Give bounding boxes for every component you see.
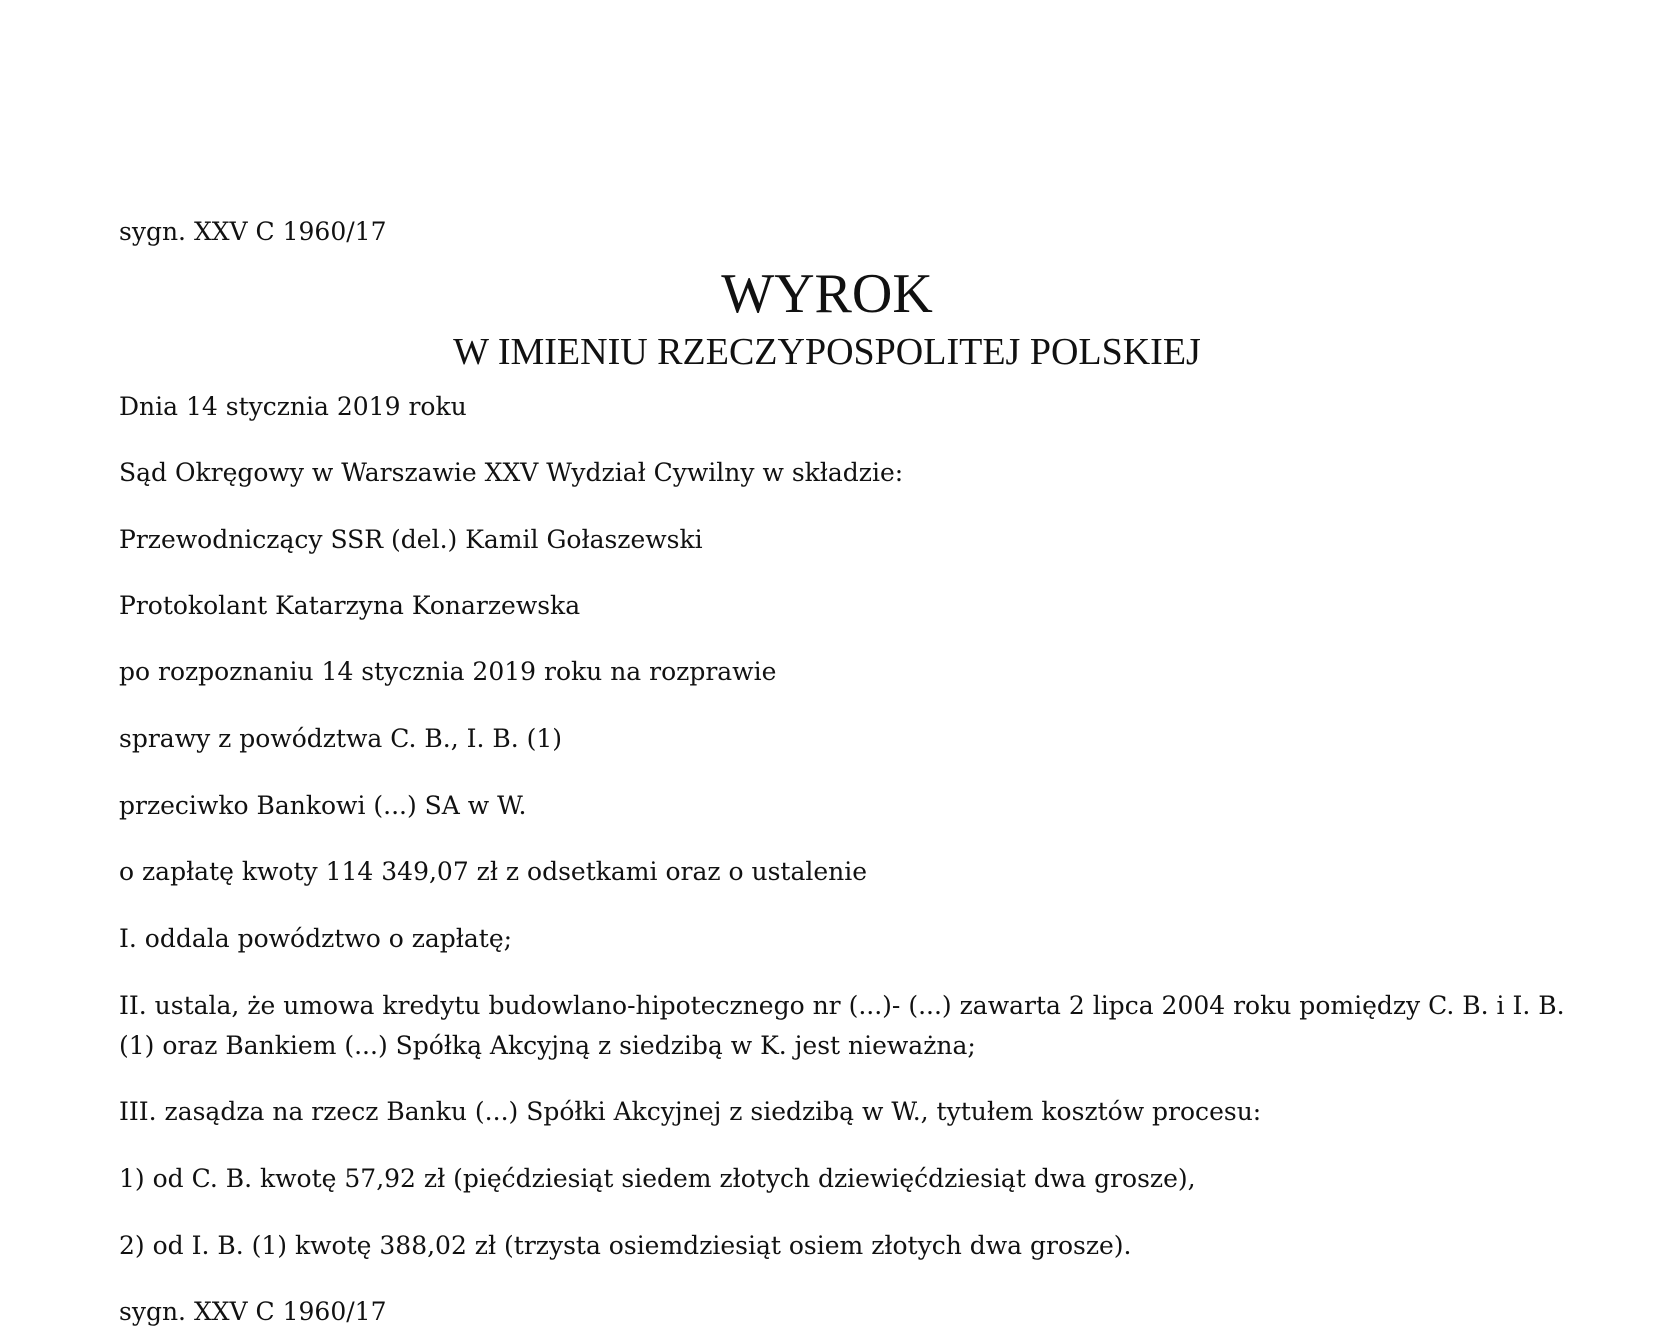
judgment-point-i: I. oddala powództwo o zapłatę; xyxy=(119,924,513,953)
cost-order-two: 2) od I. B. (1) kwotę 388,02 zł (trzysta osiemdziesiąt osiem złotych dwa grosze). xyxy=(119,1231,1132,1260)
case-signature-top: sygn. XXV C 1960/17 xyxy=(119,217,387,246)
defendant-line: przeciwko Bankowi (...) SA w W. xyxy=(119,791,527,820)
judgment-point-iii: III. zasądza na rzecz Banku (...) Spółki Akcyjnej z siedzibą w W., tytułem kosztów procesu: xyxy=(119,1097,1262,1126)
judgment-date: Dnia 14 stycznia 2019 roku xyxy=(119,392,467,421)
court-clerk: Protokolant Katarzyna Konarzewska xyxy=(119,591,581,620)
cost-order-one: 1) od C. B. kwotę 57,92 zł (pięćdziesiąt siedem złotych dziewięćdziesiąt dwa grosze), xyxy=(119,1164,1196,1193)
hearing-information: po rozpoznaniu 14 stycznia 2019 roku na rozprawie xyxy=(119,657,777,686)
court-composition: Sąd Okręgowy w Warszawie XXV Wydział Cywilny w składzie: xyxy=(119,458,904,487)
document-title: WYROK xyxy=(721,263,933,325)
judgment-point-ii: II. ustala, że umowa kredytu budowlano-hipotecznego nr (...)- (...) zawarta 2 lipca 2004 roku pomiędzy C. B. i I. B. (1) oraz Bankiem (...) Spółką Akcyjną z siedzibą w K. jest nieważna; xyxy=(119,991,1565,1060)
document-subtitle: W IMIENIU RZECZYPOSPOLITEJ POLSKIEJ xyxy=(453,331,1201,373)
case-signature-bottom: sygn. XXV C 1960/17 xyxy=(119,1297,387,1326)
claim-subject: o zapłatę kwoty 114 349,07 zł z odsetkami oraz o ustalenie xyxy=(119,857,868,886)
case-parties: sprawy z powództwa C. B., I. B. (1) xyxy=(119,724,563,753)
presiding-judge: Przewodniczący SSR (del.) Kamil Gołaszewski xyxy=(119,525,703,554)
